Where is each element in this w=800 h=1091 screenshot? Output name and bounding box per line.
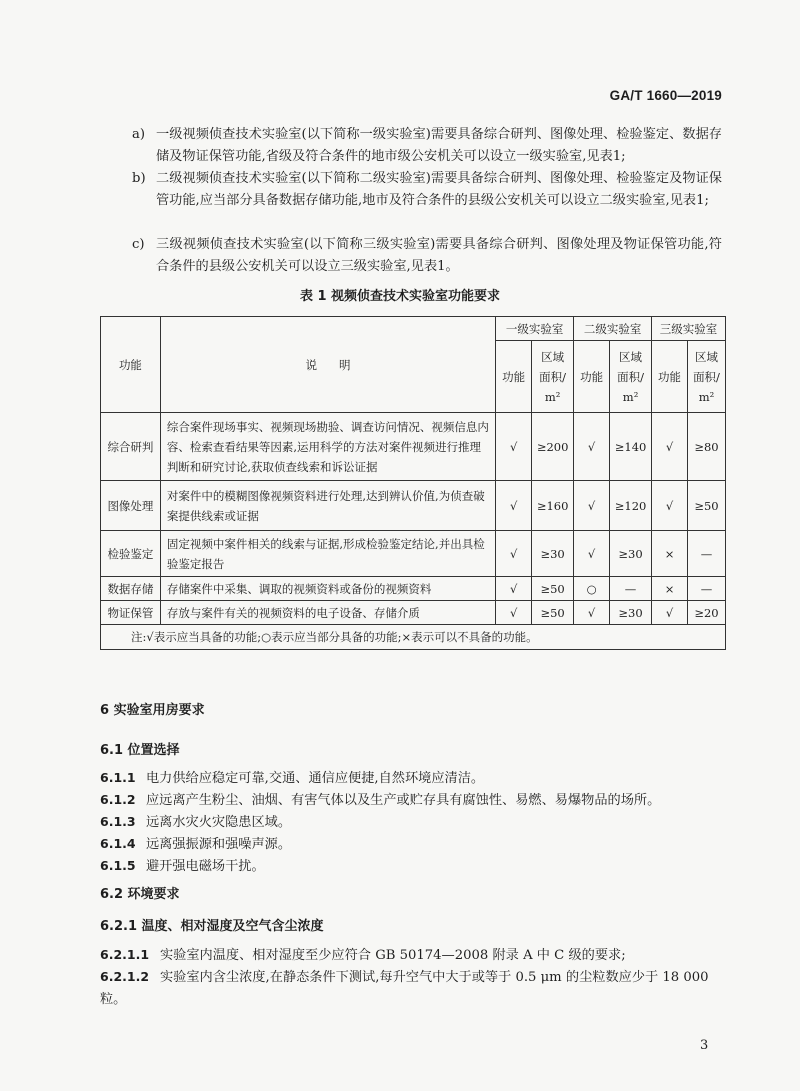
subheader-area: 区域 面积/ m² <box>610 341 652 413</box>
list-item-marker: c) <box>132 237 145 252</box>
clause-6-2-1-1 <box>100 944 722 967</box>
cell-description: 存放与案件有关的视频资料的电子设备、存储介质 <box>160 601 495 625</box>
clause-text: 电力供给应稳定可靠,交通、通信应便捷,自然环境应清洁。 <box>146 771 485 786</box>
cell-l3-func: × <box>652 531 688 577</box>
list-item-marker: b) <box>132 171 146 186</box>
cell-l2-func: √ <box>574 531 610 577</box>
clause-number: 6.2.1.1 <box>100 947 150 962</box>
cell-l3-area: ≥20 <box>688 601 726 625</box>
cell-l3-area: — <box>688 531 726 577</box>
table-row <box>101 601 726 625</box>
cell-function: 数据存储 <box>101 577 161 601</box>
list-item-text: 二级视频侦查技术实验室(以下简称二级实验室)需要具备综合研判、图像处理、检验鉴定及物证保管功能,应当部分具备数据存储功能,地市及符合条件的县级公安机关可以设立二级实验室,见表1; <box>156 171 722 208</box>
subheader-area: 区域 面积/ m² <box>532 341 574 413</box>
cell-description: 存储案件中采集、调取的视频资料或备份的视频资料 <box>160 577 495 601</box>
clause-number: 6.1.1 <box>100 770 136 785</box>
cell-l3-area: ≥50 <box>688 481 726 531</box>
cell-l3-func: √ <box>652 481 688 531</box>
clause-6-2-1-2 <box>100 966 722 1011</box>
cell-l1-area: ≥50 <box>532 577 574 601</box>
cell-l1-func: √ <box>496 413 532 481</box>
clause-number: 6.2.1.2 <box>100 969 150 984</box>
clause-6-1-3 <box>100 811 722 834</box>
cell-l3-area: — <box>688 577 726 601</box>
table-row <box>101 577 726 601</box>
clause-6-1-5 <box>100 855 722 878</box>
function-requirements-table <box>100 316 726 650</box>
section-6-2-1-title: 6.2.1 温度、相对湿度及空气含尘浓度 <box>100 919 324 934</box>
clause-6-1-2 <box>100 789 722 812</box>
header-description: 说明 <box>160 317 495 413</box>
table-row <box>101 481 726 531</box>
clause-number: 6.1.3 <box>100 814 136 829</box>
cell-l3-func: √ <box>652 601 688 625</box>
cell-description: 综合案件现场事实、视频现场勘验、调查访问情况、视频信息内容、检索查看结果等因素,运用科学的方法对案件视频进行推理判断和研究讨论,获取侦查线索和诉讼证据 <box>160 413 495 481</box>
cell-function: 检验鉴定 <box>101 531 161 577</box>
list-item-c <box>100 234 722 278</box>
cell-l3-func: √ <box>652 413 688 481</box>
clause-text: 应远离产生粉尘、油烟、有害气体以及生产或贮存具有腐蚀性、易燃、易爆物品的场所。 <box>146 793 661 808</box>
cell-function: 物证保管 <box>101 601 161 625</box>
standard-code: GA/T 1660—2019 <box>609 88 722 103</box>
list-item-text: 一级视频侦查技术实验室(以下简称一级实验室)需要具备综合研判、图像处理、检验鉴定、数据存储及物证保管功能,省级及符合条件的地市级公安机关可以设立一级实验室,见表1; <box>156 127 722 164</box>
cell-l1-func: √ <box>496 601 532 625</box>
section-6-1-title: 6.1 位置选择 <box>100 743 180 758</box>
cell-l2-area: ≥30 <box>610 601 652 625</box>
cell-l2-area: ≥140 <box>610 413 652 481</box>
list-item-b <box>100 168 722 212</box>
cell-l1-area: ≥200 <box>532 413 574 481</box>
subheader-function: 功能 <box>652 341 688 413</box>
list-item-marker: a) <box>132 127 146 142</box>
table-row <box>101 531 726 577</box>
section-6-title: 6 实验室用房要求 <box>100 703 205 718</box>
clause-number: 6.1.4 <box>100 836 136 851</box>
clause-number: 6.1.2 <box>100 792 136 807</box>
table-caption: 表 1 视频侦查技术实验室功能要求 <box>299 289 501 304</box>
subheader-function: 功能 <box>574 341 610 413</box>
subheader-function: 功能 <box>496 341 532 413</box>
clause-text: 远离水灾火灾隐患区域。 <box>146 815 292 830</box>
cell-l1-area: ≥160 <box>532 481 574 531</box>
clause-text: 避开强电磁场干扰。 <box>146 859 265 874</box>
cell-l2-func: √ <box>574 601 610 625</box>
header-level2: 二级实验室 <box>574 317 652 341</box>
clause-number: 6.1.5 <box>100 858 136 873</box>
clause-text: 远离强振源和强噪声源。 <box>146 837 292 852</box>
cell-l2-area: ≥30 <box>610 531 652 577</box>
section-6-2-title: 6.2 环境要求 <box>100 887 180 902</box>
clause-6-1-4 <box>100 833 722 856</box>
cell-l2-func: √ <box>574 413 610 481</box>
cell-description: 对案件中的模糊图像视频资料进行处理,达到辨认价值,为侦查破案提供线索或证据 <box>160 481 495 531</box>
header-level3: 三级实验室 <box>652 317 726 341</box>
clause-text: 实验室内温度、相对湿度至少应符合 GB 50174—2008 附录 A 中 C 级的要求; <box>160 948 626 963</box>
cell-l2-func: ○ <box>574 577 610 601</box>
header-level1: 一级实验室 <box>496 317 574 341</box>
cell-description: 固定视频中案件相关的线索与证据,形成检验鉴定结论,并出具检验鉴定报告 <box>160 531 495 577</box>
cell-l3-area: ≥80 <box>688 413 726 481</box>
cell-l1-func: √ <box>496 531 532 577</box>
list-item-text: 三级视频侦查技术实验室(以下简称三级实验室)需要具备综合研判、图像处理及物证保管功能,符合条件的县级公安机关可以设立三级实验室,见表1。 <box>156 237 722 274</box>
subheader-area: 区域 面积/ m² <box>688 341 726 413</box>
header-function: 功能 <box>101 317 161 413</box>
page-number: 3 <box>700 1038 709 1053</box>
cell-l1-func: √ <box>496 481 532 531</box>
cell-l3-func: × <box>652 577 688 601</box>
cell-l1-func: √ <box>496 577 532 601</box>
cell-function: 综合研判 <box>101 413 161 481</box>
cell-l1-area: ≥30 <box>532 531 574 577</box>
cell-l2-area: — <box>610 577 652 601</box>
cell-l2-func: √ <box>574 481 610 531</box>
table-row <box>101 413 726 481</box>
cell-function: 图像处理 <box>101 481 161 531</box>
clause-6-1-1 <box>100 767 722 790</box>
clause-text: 实验室内含尘浓度,在静态条件下测试,每升空气中大于或等于 0.5 μm 的尘粒数应少于 18 000 粒。 <box>100 970 709 1007</box>
cell-l2-area: ≥120 <box>610 481 652 531</box>
list-item-a <box>100 124 722 168</box>
cell-l1-area: ≥50 <box>532 601 574 625</box>
table-note: 注:√表示应当具备的功能;○表示应当部分具备的功能;×表示可以不具备的功能。 <box>101 625 726 650</box>
